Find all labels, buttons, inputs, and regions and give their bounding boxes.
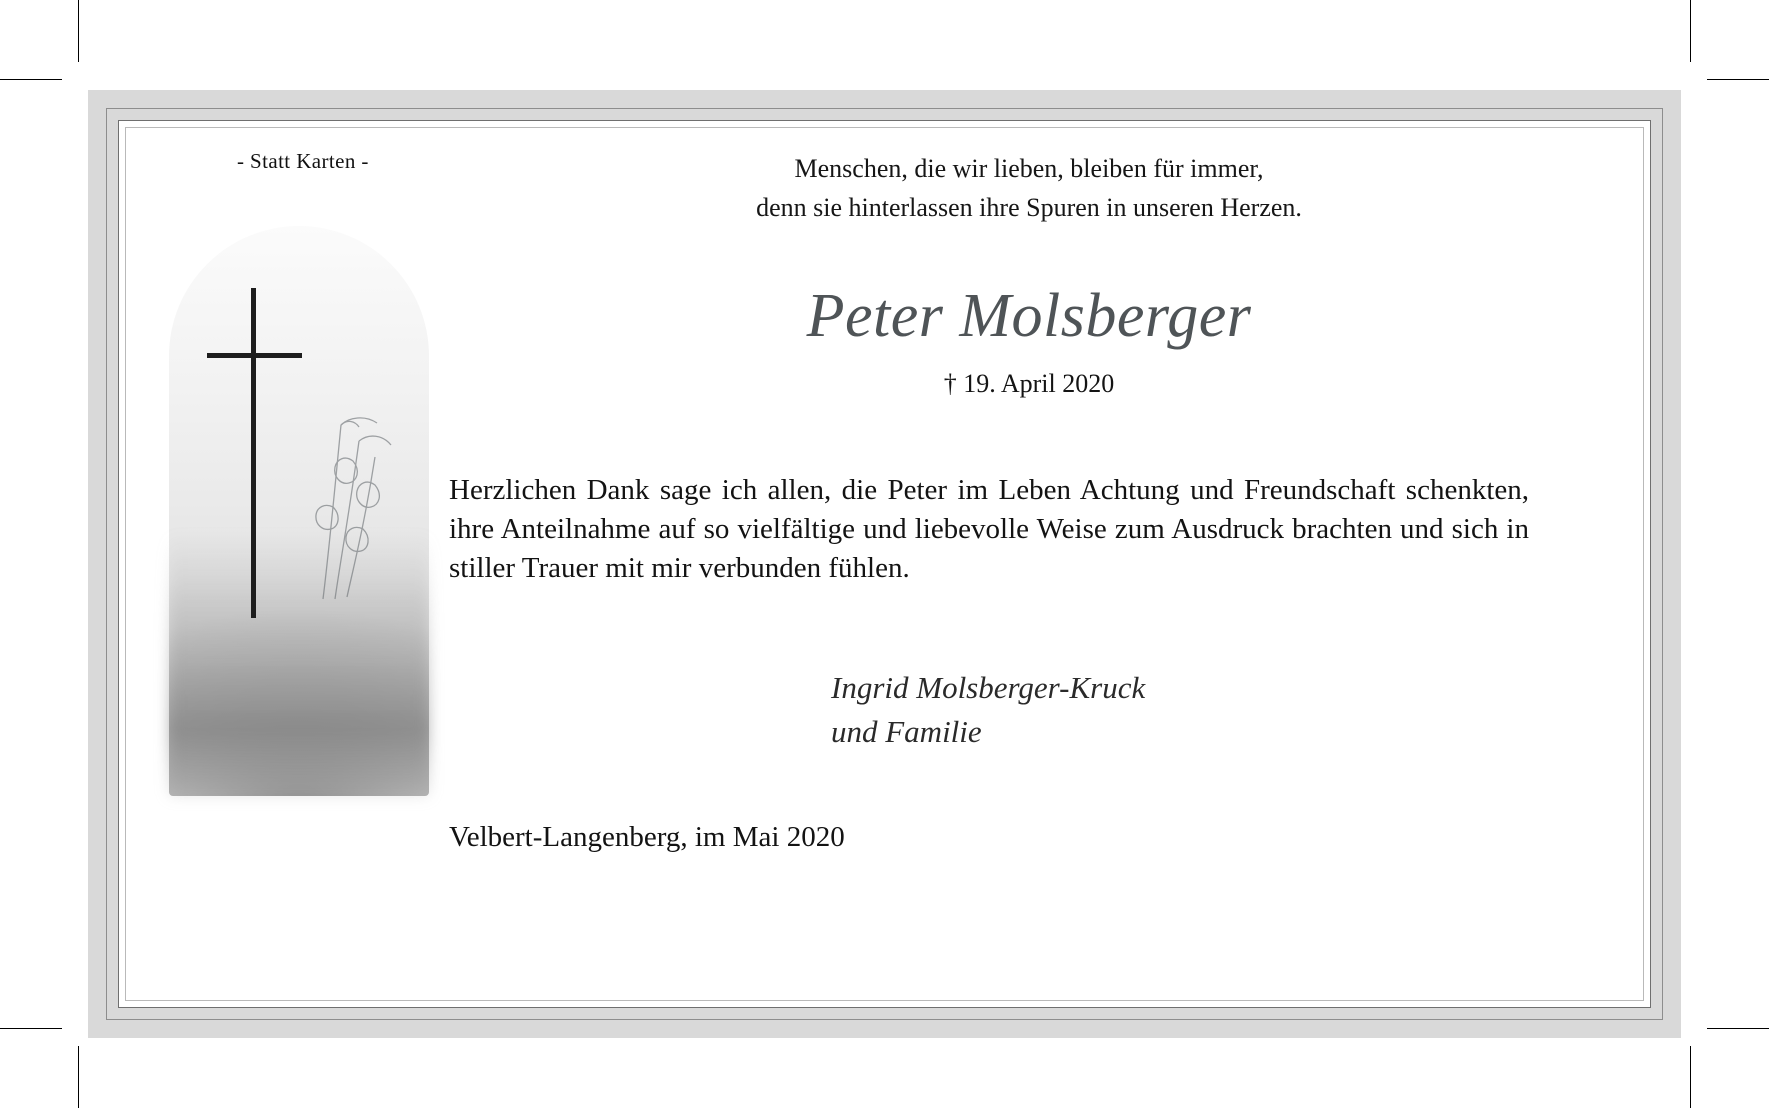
crop-mark-bottom-left-horizontal [0, 1028, 62, 1029]
crop-mark-bottom-left-vertical [78, 1046, 79, 1108]
deceased-name: Peter Molsberger [806, 282, 1252, 350]
crop-mark-bottom-right-horizontal [1707, 1028, 1769, 1029]
lily-of-the-valley-icon [289, 411, 409, 601]
crop-mark-top-left-vertical [78, 0, 79, 62]
signature-line-2: und Familie [831, 714, 982, 750]
crop-mark-bottom-right-vertical [1690, 1046, 1691, 1108]
cross-icon-horizontal-bar [207, 353, 302, 358]
statt-karten-note: - Statt Karten - [237, 149, 369, 173]
verse-line-1: Menschen, die wir lieben, bleiben für immer, [794, 154, 1264, 183]
place-and-date: Velbert-Langenberg, im Mai 2020 [449, 821, 845, 853]
verse-line-2: denn sie hinterlassen ihre Spuren in unseren Herzen. [756, 193, 1302, 222]
memorial-verse [449, 149, 1609, 227]
death-date: † 19. April 2020 [943, 369, 1115, 398]
signature-line-1: Ingrid Molsberger-Kruck [831, 670, 1146, 705]
thank-you-message: Herzlichen Dank sage ich allen, die Peter im Leben Achtung und Freundschaft schenkten, ihre Anteilnahme auf so vielfältige und liebevolle Weise zum Ausdruck brachten und sich in stiller Trauer mit mir verbunden fühlen. [449, 474, 1529, 584]
cross-gravestone-illustration [169, 226, 429, 796]
crop-mark-top-right-vertical [1690, 0, 1691, 62]
memorial-card-plate [88, 90, 1681, 1038]
signature-block [831, 666, 1531, 754]
crop-mark-top-right-horizontal [1707, 79, 1769, 80]
crop-mark-top-left-horizontal [0, 79, 62, 80]
cross-icon-vertical-bar [251, 288, 256, 618]
memorial-card [118, 120, 1651, 1008]
